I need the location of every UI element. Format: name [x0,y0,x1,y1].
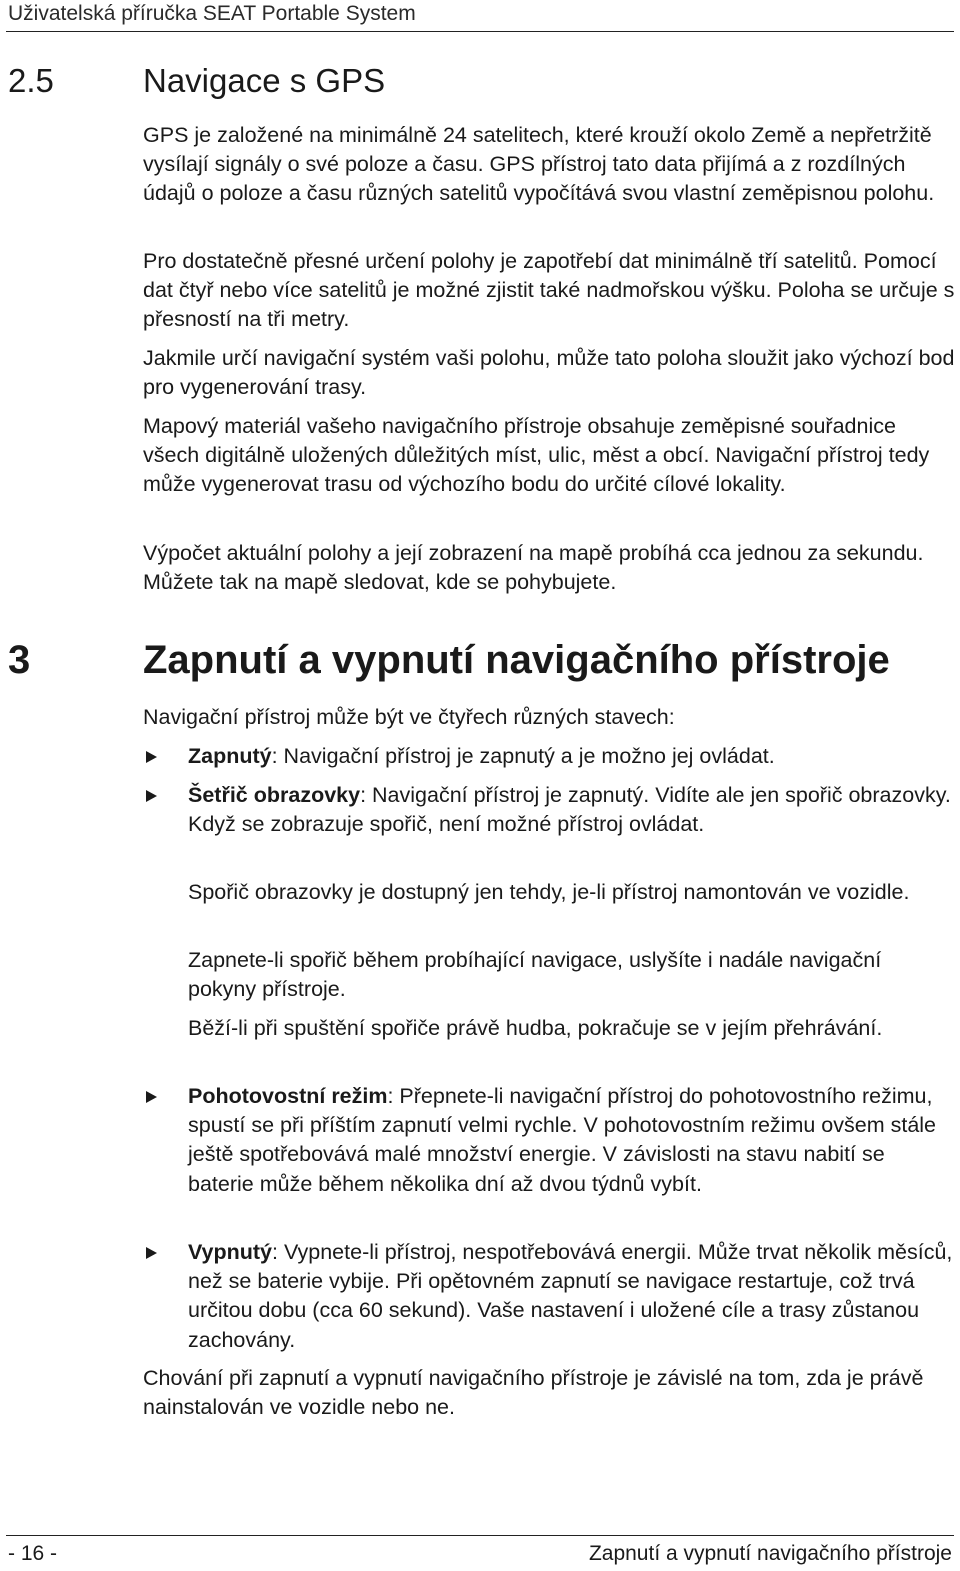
list-subparagraph: Zapnete-li spořič během probíhající navigace, uslyšíte i nadále navigační pokyny přístroje. [188,948,882,1002]
list-text: : Vypnete-li přístroj, nespotřebovává energii. Může trvat několik měsíců, než se baterie vybije. Při opětovném zapnutí se navigace restartuje, což trvá určitou dobu (cca 60 sekund). Vaše nastavení i uložené cíle a trasy zůstanou zachovány. [188,1240,953,1352]
footer-divider [6,1535,954,1536]
paragraph: Mapový materiál vašeho navigačního přístroje obsahuje zeměpisné souřadnice všech digitálně uložených důležitých míst, ulic, měst a obcí. Navigační přístroj tedy může vygenerovat trasu od výchozího bodu do určité cílové lokality. [143,414,930,497]
running-header: Uživatelská příručka SEAT Portable System [8,2,416,25]
triangle-bullet-icon [146,1247,157,1259]
list-subparagraph: Běží-li při spuštění spořiče právě hudba, pokračuje se v jejím přehrávání. [188,1016,883,1040]
closing-paragraph: Chování při zapnutí a vypnutí navigačního přístroje je závislé na tom, zda je právě nainstalován ve vozidle nebo ne. [143,1366,924,1420]
list-item-setric [143,781,955,839]
list-text: : Navigační přístroj je zapnutý a je možno jej ovládat. [271,744,775,768]
section-title: Navigace s GPS [143,62,386,99]
intro-paragraph: Navigační přístroj může být ve čtyřech různých stavech: [143,705,675,729]
list-term: Zapnutý [188,744,272,768]
triangle-bullet-icon [146,751,157,763]
paragraph: GPS je založené na minimálně 24 satelitech, které krouží okolo Země a nepřetržitě vysílají signály o své poloze a času. GPS přístroj tato data přijímá a z rozdílných údajů o poloze a času různých satelitů vypočítává svou vlastní zeměpisnou polohu. [143,123,935,206]
triangle-bullet-icon [146,790,157,802]
running-footer: Zapnutí a vypnutí navigačního přístroje [588,1542,952,1565]
triangle-bullet-icon [146,1091,157,1103]
section-heading-2-5 [8,60,385,102]
header-divider [6,31,954,32]
chapter-heading-3 [8,634,890,686]
chapter-number: 3 [8,638,31,682]
page-number: - 16 - [8,1542,58,1565]
list-term: Šetřič obrazovky [188,783,361,807]
paragraph: Jakmile určí navigační systém vaši polohu, může tato poloha sloužit jako výchozí bod pro vygenerování trasy. [143,346,955,400]
list-text: : Přepnete-li navigační přístroj do pohotovostního režimu, spustí se při příštím zapnutí velmi rychle. V pohotovostním režimu ovšem stále ještě spotřebovává malé množství energie. V závislosti na stavu nabití se baterie může během několika dní až dvou týdnů vybít. [188,1084,937,1196]
list-text: : Navigační přístroj je zapnutý. Vidíte ale jen spořič obrazovky. Když se zobrazuje spořič, není možné přístroj ovládat. [188,783,951,837]
list-item-pohotovostni [143,1082,955,1199]
paragraph: Pro dostatečně přesné určení polohy je zapotřebí dat minimálně tří satelitů. Pomocí dat čtyř nebo více satelitů je možné zjistit také nadmořskou výšku. Poloha se určuje s přesností na tři metry. [143,249,955,332]
list-subparagraph: Spořič obrazovky je dostupný jen tehdy, je-li přístroj namontován ve vozidle. [188,880,910,904]
list-item-vypnuty [143,1238,955,1355]
list-term: Vypnutý [188,1240,273,1264]
chapter-title: Zapnutí a vypnutí navigačního přístroje [143,638,890,682]
list-item-zapnuty [143,742,955,771]
paragraph: Výpočet aktuální polohy a její zobrazení na mapě probíhá cca jednou za sekundu. Můžete tak na mapě sledovat, kde se pohybujete. [143,541,924,595]
section-number: 2.5 [8,62,54,99]
list-term: Pohotovostní režim [188,1084,388,1108]
